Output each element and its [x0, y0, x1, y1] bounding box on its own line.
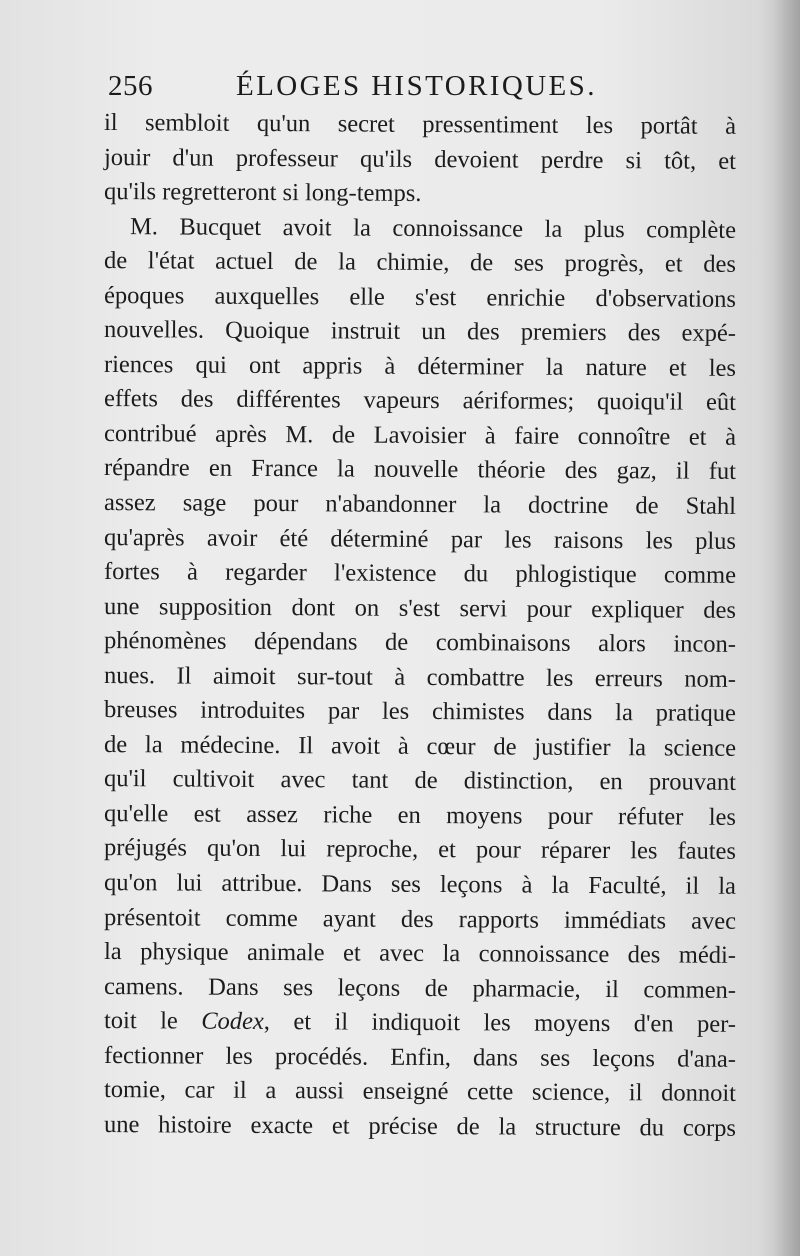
running-title: ÉLOGES HISTORIQUES.: [236, 70, 597, 102]
page-gutter-shadow: [774, 0, 800, 1256]
text-fragment: , et il indiquoit les moyens d'en per-: [263, 1008, 737, 1039]
text-line: nouvelles. Quoique instruit un des premiers des expé-: [103, 316, 737, 348]
text-line: effets des différentes vapeurs aériformes; quoiqu'il eût: [103, 385, 737, 417]
page-header: [108, 64, 628, 108]
text-line: contribué après M. de Lavoisier à faire connoître et à: [103, 419, 737, 451]
text-line: de la médecine. Il avoit à cœur de justifier la science: [103, 730, 737, 762]
text-line: une histoire exacte et précise de la structure du corps: [103, 1110, 737, 1142]
body-text: [104, 106, 736, 1142]
text-line: nues. Il aimoit sur-tout à combattre les erreurs nom-: [103, 661, 737, 693]
text-line: assez sage pour n'abandonner la doctrine de Stahl: [103, 489, 737, 520]
text-line: la physique animale et avec la connoissance des médi-: [103, 938, 737, 969]
text-line: qu'on lui attribue. Dans ses leçons à la Faculté, il la: [103, 869, 737, 900]
text-line: une supposition dont on s'est servi pour expliquer des: [103, 592, 737, 624]
page-number: 256: [108, 70, 153, 102]
text-line: présentoit comme ayant des rapports immédiats avec: [103, 903, 737, 935]
codex-italic-word: Codex: [201, 1007, 264, 1036]
text-line: breuses introduites par les chimistes dans la pratique: [103, 696, 737, 728]
text-line: époques auxquelles elle s'est enrichie d'observations: [103, 281, 737, 313]
text-line: répandre en France la nouvelle théorie des gaz, il fut: [103, 454, 737, 486]
text-line: riences qui ont appris à déterminer la nature et les: [103, 350, 737, 382]
text-line: camens. Dans ses leçons de pharmacie, il commen-: [103, 972, 737, 1004]
text-line: qu'elle est assez riche en moyens pour réfuter les: [103, 799, 737, 831]
text-line: qu'après avoir été déterminé par les raisons les plus: [103, 523, 737, 555]
text-fragment: toit le: [103, 1007, 202, 1035]
text-line: [104, 1004, 736, 1042]
text-line: il sembloit qu'un secret pressentiment les portât à: [103, 109, 737, 140]
text-line: fectionner les procédés. Enfin, dans ses leçons d'ana-: [103, 1041, 737, 1073]
text-line: phénomènes dépendans de combinaisons alors incon-: [103, 627, 737, 659]
text-line: M. Bucquet avoit la connoissance la plus complète: [129, 212, 737, 244]
text-line: jouir d'un professeur qu'ils devoient perdre si tôt, et: [103, 143, 737, 175]
text-line: préjugés qu'on lui reproche, et pour réparer les fautes: [103, 834, 737, 866]
text-line: qu'il cultivoit avec tant de distinction, en prouvant: [103, 765, 737, 797]
text-line: de l'état actuel de la chimie, de ses progrès, et des: [103, 247, 737, 279]
text-line: fortes à regarder l'existence du phlogistique comme: [103, 558, 737, 589]
text-line: tomie, car il a aussi enseigné cette science, il donnoit: [103, 1076, 737, 1108]
text-line: qu'ils regretteront si long-temps.: [103, 178, 422, 208]
